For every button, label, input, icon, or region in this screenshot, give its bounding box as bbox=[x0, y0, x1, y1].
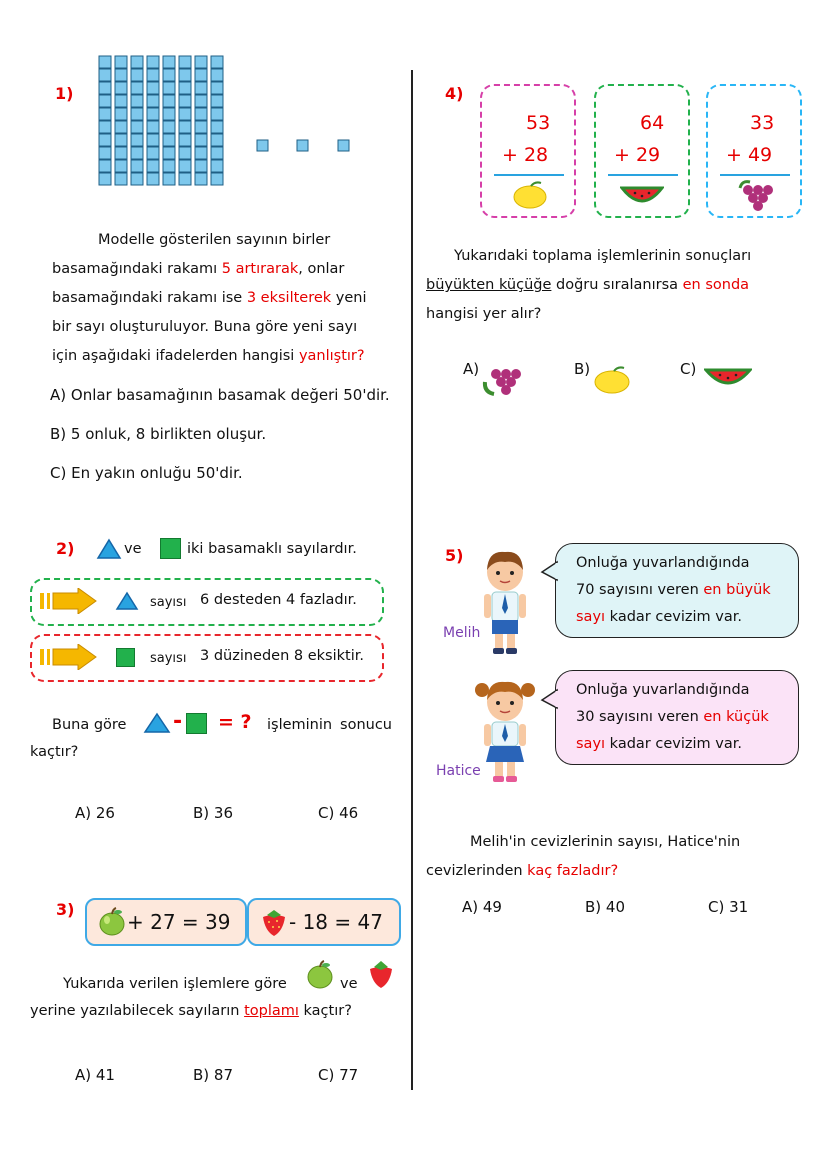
blue-triangle-icon bbox=[96, 538, 122, 560]
q4-op1-b: + 28 bbox=[502, 144, 549, 166]
unit-cube bbox=[297, 140, 308, 151]
green-square-icon bbox=[186, 713, 207, 734]
q5-option-b[interactable]: B) 40 bbox=[585, 898, 625, 916]
q4-option-a[interactable]: A) bbox=[463, 360, 480, 378]
green-apple-icon bbox=[97, 907, 127, 937]
question-2-number: 2) bbox=[56, 539, 75, 558]
base-ten-blocks bbox=[95, 54, 365, 189]
tens-rod bbox=[179, 56, 191, 185]
q4-op2-b: + 29 bbox=[614, 144, 661, 166]
speech-bubble-melih: Onluğa yuvarlandığında 70 sayısını veren en büyük sayı kadar cevizim var. bbox=[555, 543, 799, 638]
bubble-tail bbox=[540, 688, 560, 712]
boy-name: Melih bbox=[443, 625, 481, 641]
q2-clue-1-label: sayısı bbox=[150, 595, 187, 610]
tens-rod bbox=[131, 56, 143, 185]
q5-option-a[interactable]: A) 49 bbox=[462, 898, 502, 916]
q2-option-a[interactable]: A) 26 bbox=[75, 804, 115, 822]
q4-option-c[interactable]: C) bbox=[680, 360, 697, 378]
q2-option-c[interactable]: C) 46 bbox=[318, 804, 359, 822]
speech-bubble-hatice: Onluğa yuvarlandığında 30 sayısını veren en küçük sayı kadar cevizim var. bbox=[555, 670, 799, 765]
girl-name: Hatice bbox=[436, 763, 481, 779]
q2-intro: iki basamaklı sayılardır. bbox=[187, 541, 357, 557]
strawberry-icon bbox=[367, 958, 395, 990]
tens-rod bbox=[147, 56, 159, 185]
unit-cube bbox=[338, 140, 349, 151]
column-divider bbox=[411, 70, 413, 1090]
question-1-text: Modelle gösterilen sayının birler basamağındaki rakamı 5 artırarak, onlar basamağındaki rakamı ise 3 eksilterek yeni bir sayı oluşturuluyor. Buna göre yeni sayı için aşağıdaki ifadelerden hangisi yanlıştır? bbox=[52, 232, 367, 364]
question-3-number: 3) bbox=[56, 900, 75, 919]
q2-option-b[interactable]: B) 36 bbox=[193, 804, 233, 822]
boy-figure bbox=[470, 548, 540, 658]
green-square-icon bbox=[116, 648, 135, 667]
green-apple-icon bbox=[306, 960, 334, 990]
tens-rod bbox=[115, 56, 127, 185]
q2-ve: ve bbox=[124, 541, 142, 557]
arrow-icon bbox=[40, 588, 100, 614]
q4-text: Yukarıdaki toplama işlemlerinin sonuçları büyükten küçüğe doğru sıralanırsa en sonda hangisi yer alır? bbox=[426, 248, 752, 322]
grapes-icon bbox=[736, 178, 776, 212]
question-5-number: 5) bbox=[445, 546, 464, 565]
tens-rod bbox=[163, 56, 175, 185]
grapes-icon bbox=[482, 364, 522, 398]
q5-option-c[interactable]: C) 31 bbox=[708, 898, 749, 916]
q2-minus: - bbox=[173, 709, 183, 734]
q3-option-c[interactable]: C) 77 bbox=[318, 1066, 359, 1084]
q1-option-c[interactable]: C) En yakın onluğu 50'dir. bbox=[50, 464, 243, 482]
q2-clue-1-text: 6 desteden 4 fazladır. bbox=[200, 592, 357, 608]
lemon-icon bbox=[592, 366, 632, 394]
q4-option-b[interactable]: B) bbox=[574, 360, 591, 378]
q2-clue-2-text: 3 düzineden 8 eksiktir. bbox=[200, 648, 364, 664]
q2-equals: = ? bbox=[218, 711, 252, 733]
arrow-icon bbox=[40, 644, 100, 670]
tens-rod bbox=[211, 56, 223, 185]
q1-option-a[interactable]: A) Onlar basamağının basamak değeri 50'dir. bbox=[50, 386, 390, 404]
equation-2-text: - 18 = 47 bbox=[289, 910, 383, 934]
blue-triangle-icon bbox=[115, 591, 139, 611]
q4-op1-line bbox=[494, 174, 564, 176]
q2-question-b: işleminin sonucu bbox=[267, 717, 392, 733]
q4-op3-line bbox=[720, 174, 790, 176]
equation-card-1 bbox=[85, 898, 247, 946]
question-1-number: 1) bbox=[55, 84, 74, 103]
unit-cube bbox=[257, 140, 268, 151]
bubble-tail bbox=[540, 560, 560, 584]
green-square-icon bbox=[160, 538, 181, 559]
equation-1-text: + 27 = 39 bbox=[127, 910, 231, 934]
q4-op3-b: + 49 bbox=[726, 144, 773, 166]
blue-triangle-icon bbox=[143, 712, 171, 734]
q2-clue-2-label: sayısı bbox=[150, 651, 187, 666]
tens-rod bbox=[195, 56, 207, 185]
q4-op1-a: 53 bbox=[526, 112, 551, 134]
q4-op3-a: 33 bbox=[750, 112, 775, 134]
watermelon-icon bbox=[704, 364, 752, 390]
lemon-icon bbox=[511, 180, 549, 210]
watermelon-icon bbox=[620, 182, 664, 208]
equation-card-2 bbox=[247, 898, 401, 946]
strawberry-icon bbox=[259, 907, 289, 937]
q3-option-a[interactable]: A) 41 bbox=[75, 1066, 115, 1084]
q3-text-b: yerine yazılabilecek sayıların toplamı kaçtır? bbox=[30, 1003, 352, 1019]
tens-rod bbox=[99, 56, 111, 185]
q2-question-a: Buna göre bbox=[52, 717, 127, 733]
q2-question-c: kaçtır? bbox=[30, 744, 79, 760]
q4-op2-a: 64 bbox=[640, 112, 665, 134]
q1-option-b[interactable]: B) 5 onluk, 8 birlikten oluşur. bbox=[50, 425, 267, 443]
q3-ve: ve bbox=[340, 976, 358, 992]
q3-option-b[interactable]: B) 87 bbox=[193, 1066, 233, 1084]
q3-text-a: Yukarıda verilen işlemlere göre bbox=[63, 976, 287, 992]
q4-op2-line bbox=[608, 174, 678, 176]
q5-text: Melih'in cevizlerinin sayısı, Hatice'nin cevizlerinden kaç fazladır? bbox=[426, 834, 741, 879]
question-4-number: 4) bbox=[445, 84, 464, 103]
